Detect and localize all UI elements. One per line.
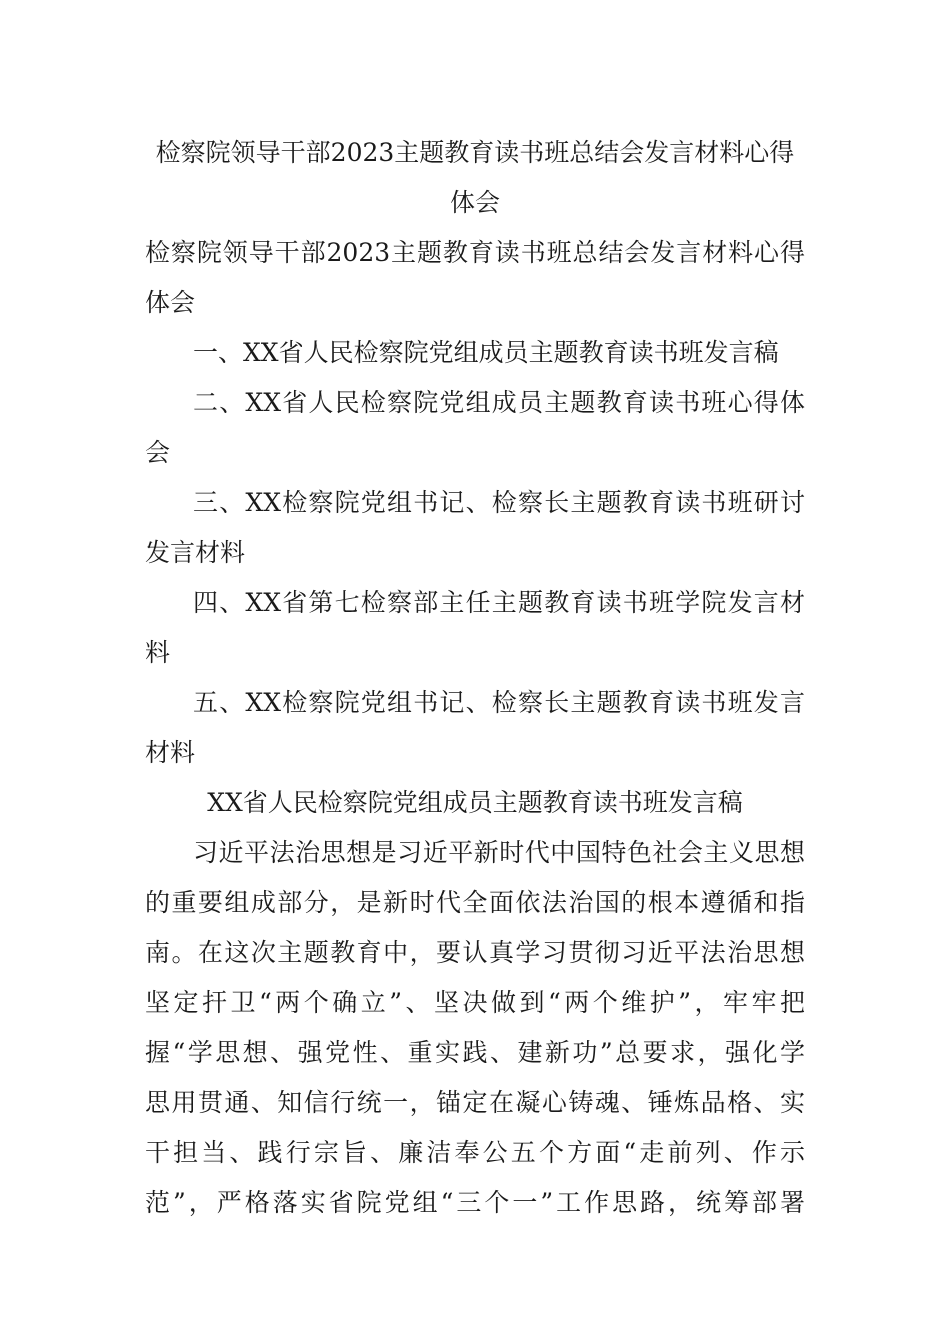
toc-item-5: 五、XX检察院党组书记、检察长主题教育读书班发言 [193, 688, 805, 717]
body-paragraph [145, 828, 805, 1228]
toc-item-4: 四、XX省第七检察部主任主题教育读书班学院发言材 [193, 588, 805, 617]
table-of-contents [145, 328, 805, 778]
document-title-line-2: 体会 [449, 188, 500, 217]
toc-item-2: 二、XX省人民检察院党组成员主题教育读书班心得体 [193, 388, 805, 417]
toc-item-3: 三、XX检察院党组书记、检察长主题教育读书班研讨 [193, 488, 805, 517]
document-title-line-1: 检察院领导干部2023主题教育读书班总结会发言材料心得 [155, 138, 795, 167]
subtitle-line-2: 体会 [145, 288, 196, 317]
body-line: 干担当、践行宗旨、廉洁奉公五个方面“走前列、作示 [145, 1138, 805, 1167]
body-line: 范”，严格落实省院党组“三个一”工作思路，统筹部署 [145, 1188, 805, 1217]
document-page [145, 128, 805, 1228]
body-line: 习近平法治思想是习近平新时代中国特色社会主义思想 [193, 838, 805, 867]
toc-item-4-cont: 料 [145, 638, 171, 667]
body-line: 思用贯通、知信行统一，锚定在凝心铸魂、锤炼品格、实 [145, 1088, 805, 1117]
toc-item-3-cont: 发言材料 [145, 538, 246, 567]
subtitle-line-1: 检察院领导干部2023主题教育读书班总结会发言材料心得 [145, 238, 805, 267]
body-line: 握“学思想、强党性、重实践、建新功”总要求，强化学 [145, 1038, 805, 1067]
toc-item-1: 一、XX省人民检察院党组成员主题教育读书班发言稿 [193, 338, 779, 367]
toc-item-2-cont: 会 [145, 438, 171, 467]
toc-item-5-cont: 材料 [145, 738, 196, 767]
body-line: 坚定扞卫“两个确立”、坚决做到“两个维护”，牢牢把 [145, 988, 805, 1017]
section-heading: XX省人民检察院党组成员主题教育读书班发言稿 [207, 788, 743, 817]
body-line: 的重要组成部分，是新时代全面依法治国的根本遵循和指 [145, 888, 805, 917]
body-line: 南。在这次主题教育中，要认真学习贯彻习近平法治思想 [145, 938, 805, 967]
